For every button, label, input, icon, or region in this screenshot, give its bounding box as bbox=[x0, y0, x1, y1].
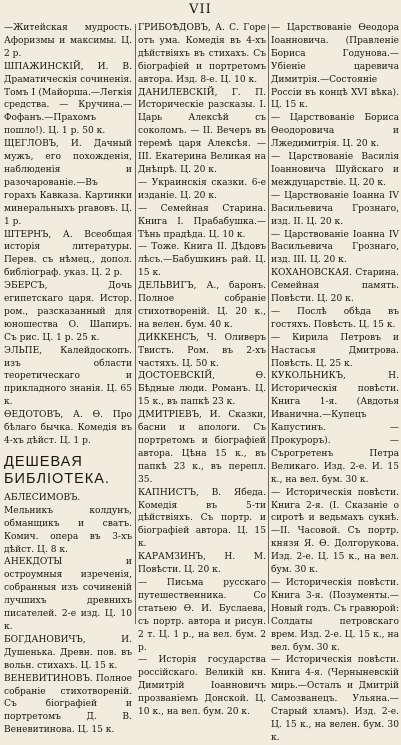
column-divider bbox=[135, 24, 136, 624]
catalog-entry: ДОСТОЕВСКIЙ, Ѳ. Бѣдные люди. Романъ. Ц. 15 к., въ папкѣ 23 к. bbox=[138, 371, 266, 408]
catalog-entry: АБЛЕСИМОВЪ. Мельникъ колдунъ, обманщикъ и сватъ. Комич. опера въ 3-хъ дѣйст. Ц. 8 к. bbox=[4, 492, 132, 555]
catalog-entry: ГРИБОѢДОВЪ, А. С. Горе отъ ума. Комедiя въ 4-хъ дѣйствiяхъ въ стихахъ. Съ бiографiей и портретомъ автора. Изд. 8-е. Ц. 10 к. bbox=[138, 23, 266, 85]
catalog-entry: КУКОЛЬНИКЪ, Н. Историческiя повѣсти. Книга 1-я. (Авдотья Иванична.—Купецъ Капустинъ. — Прокуроръ). — Сърогретенъ Петра Великаго. Изд. 2-е. И. 15 к., на вел. бум. 30 к. bbox=[271, 371, 399, 485]
catalog-entry: — Исторiя государства россiйскаго. Великiй кн. Димитрiй Iоанновичъ прозванiемъ Донской. Ц. 10 к., на вел. бум. 20 к. bbox=[138, 655, 266, 718]
catalog-entry: ВЕНЕВИТИНОВЪ. Полное собранiе стихотворенiй. Съ бiографiей и портретомъ Д. В. Веневитинова. Ц. 15 к. bbox=[4, 673, 132, 736]
catalog-entry: — Кирила Петровъ и Настасья Дмитрова. Повѣсть. Ц. 25 к. bbox=[271, 332, 399, 369]
catalog-entry: — Историческiя повѣсти. Книга 4-я. (Черныневскiй мирь.—Осталъ и Дмитрiй Самозванецъ. Ульяна.—Старый хламъ). Изд. 2-е. Ц. 15 к., на велен. бум. 30 к. bbox=[271, 655, 399, 743]
catalog-entry: ЩЕГЛОВЪ, И. Дачный мужъ, его похожденiя, наблюденiя и разочарованiе.—Въ горахъ Кавказа. Картинки минеральныхъ praвовъ. Ц. 1 р. bbox=[4, 139, 132, 227]
catalog-entry: — Тоже. Книга II. Дѣдовъ лѣсъ.—Бабушкинъ рай. Ц. 15 к. bbox=[138, 242, 266, 279]
catalog-entry: — Украинскiя сказки. 6-е изданiе. Ц. 20 к. bbox=[138, 177, 266, 201]
catalog-entry: — Царствованiе Iоанна IV Васильевича Грознаго, изд. II. Ц. 20 к. bbox=[271, 190, 399, 227]
catalog-entry: ДАНИЛЕВСКIЙ, Г. П. Историческiе разсказы. I. Царь Алексѣй съ соколомъ. — II. Вечеръ въ теремѣ царя Алексѣя. — III. Екатерина Великая на Днѣпрѣ. Ц. 20 к. bbox=[138, 87, 266, 175]
catalog-entry: ѲЕДОТОВЪ, А. Ѳ. Про бѣлаго бычка. Комедiя въ 4-хъ дѣйст. Ц. 1 р. bbox=[4, 410, 132, 446]
catalog-column-right bbox=[271, 22, 399, 743]
section-heading: ДЕШЕВАЯ БИБЛIОТЕКА. bbox=[4, 453, 110, 487]
catalog-entry: — Царствованiе Василiя Iоанновича Шуйскаго и междуцарствiе. Ц. 20 к. bbox=[271, 152, 399, 188]
catalog-entry: — Царствованiе Iоанна IV Васильевича Грознаго, изд. III. Ц. 20 к. bbox=[271, 229, 399, 266]
catalog-entry: ДМИТРIЕВЪ, И. Сказки, басни и апологи. Съ портретомъ и бiографiей автора. Цѣна 15 к., въ папкѣ 23 к., въ перепл. 35. bbox=[138, 410, 266, 485]
catalog-entry: ШПАЖИНСКIЙ, И. В. Драматическiя сочиненiя. Томъ I (Майорша.—Легкiя средства. — Кручина.—Фофанъ.—Прахомъ пошло!). Ц. 1 р. 50 к. bbox=[4, 61, 132, 137]
catalog-entry: — Письма русскаго путешественника. Со статьею Ѳ. И. Буслаева, съ портр. автора и рисун. 2 т. Ц. 1 р., на вел. бум. 2 р. bbox=[138, 577, 266, 653]
catalog-entry: ШТЕРНЪ, А. Всеобщая исторiя литературы. Перев. съ нѣмец., допол. библiограф. указ. Ц. 2 р. bbox=[4, 229, 132, 279]
catalog-entry: АНЕКДОТЫ и остроумныя изреченiя, собранныя изъ сочиненiй лучшихъ древнихъ писателей. 2-е изд. Ц. 10 к. bbox=[4, 557, 132, 632]
catalog-entry: — Царствованiе Бориса Ѳеодоровича и Лжедимитрiя. Ц. 20 к. bbox=[271, 113, 399, 150]
catalog-entry: — Историческiя повѣсти. Книга 2-я. (I. Сказанiе о сиротѣ и ведьмахъ сукнѣ.—II. Часовой. Съ портр. князя Я. Ѳ. Долгорукова. Изд. 2-е. Ц. 15 к., на вел. бум. 30 к. bbox=[271, 487, 399, 576]
catalog-column-middle bbox=[138, 22, 266, 718]
catalog-entry: ДИККЕНСЪ, Ч. Оливеръ Твистъ. Ром. въ 2-хъ частяхъ. Ц. 50 к. bbox=[138, 332, 266, 369]
catalog-entry: — Царствованiе Ѳеодора Iоанновича. (Правленiе Бориса Годунова.—Убiенiе царевича Димитрiя.—Состоянiе Россiи въ концѣ XVI вѣка). Ц. 15 к. bbox=[271, 23, 399, 111]
catalog-entry: КАПНИСТЪ, В. Ябеда. Комедiя въ 5-ти дѣйствiяхъ. Съ портр. и бiографiей автора. Ц. 15 к. bbox=[138, 487, 266, 550]
catalog-entry: БОГДАНОВИЧЪ, И. Душенька. Древн. пов. въ вольн. стихахъ. Ц. 15 к. bbox=[4, 634, 132, 671]
catalog-entry: — Семейная Старина. Книга I. Прабабушка.—Тѣнь прадѣда. Ц. 10 к. bbox=[138, 203, 266, 240]
catalog-column-left bbox=[4, 22, 132, 736]
catalog-entry: ДЕЛЬВИГЪ, А., баронъ. Полное собранiе стихотворенiй. Ц. 20 к., на велен. бум. 40 к. bbox=[138, 281, 266, 330]
catalog-entry: КОХАНОВСКАЯ. Старина. Семейная память. Повѣсти. Ц. 20 к. bbox=[271, 268, 399, 305]
catalog-entry: ЭБЕРСЪ, Дочь египетскаго царя. Истор. ром., разсказанный для юношества О. Шапиръ. Съ рис. Ц. 1 р. 25 к. bbox=[4, 281, 132, 343]
catalog-entry: — Историческiя повѣсти. Книга 3-я. (Позументы.—Новый годъ. Съ гравюрой: Солдаты петровскаго врем. Изд. 2-е. Ц. 15 к., на вел. бум. 30 к. bbox=[271, 577, 399, 653]
column-divider bbox=[268, 24, 269, 624]
page-number: VII bbox=[189, 2, 212, 17]
catalog-entry: КАРАМЗИНЪ, Н. М. Повѣсти. Ц. 20 к. bbox=[138, 552, 266, 576]
catalog-entry: —Житейская мудрость. Афоризмы и максимы. Ц. 2 р. bbox=[4, 23, 132, 59]
catalog-entry: ЭЛЬПЕ, Калейдоскопъ. изъ области теоретическаго и прикладного знанiя. Ц. 65 к. bbox=[4, 345, 132, 408]
catalog-entry: — Послѣ обѣда въ гостяхъ. Повѣсть. Ц. 15 к. bbox=[271, 306, 399, 330]
